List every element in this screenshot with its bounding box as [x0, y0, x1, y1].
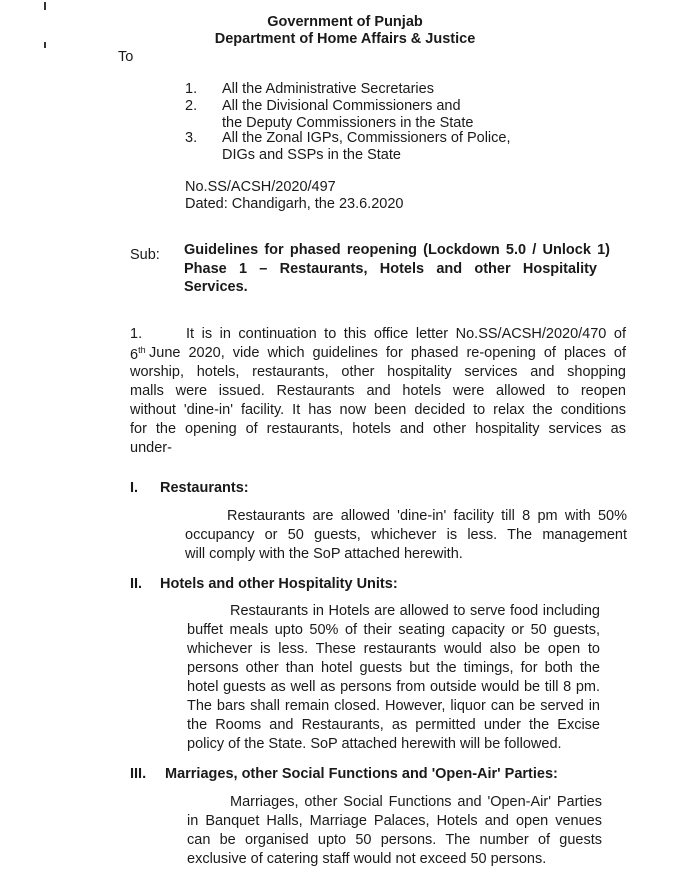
section-number: II. — [130, 576, 143, 592]
section-line: Restaurants in Hotels are allowed to serve food including — [230, 603, 600, 619]
section-line: exclusive of catering staff would not exceed 50 persons. — [187, 851, 547, 867]
para-date — [130, 345, 146, 363]
para-date-suffix: th — [138, 345, 146, 355]
recipient-num: 3. — [185, 130, 198, 146]
scan-mark — [44, 2, 46, 10]
header-department: Department of Home Affairs & Justice — [214, 31, 476, 47]
header-government: Government of Punjab — [267, 14, 423, 30]
section-line: the Rooms and Restaurants, as permitted under the Excise — [187, 717, 600, 733]
para-line: without 'dine-in' facility. It has now been decided to relax the conditions — [130, 402, 626, 418]
section-title: Marriages, other Social Functions and 'Open-Air' Parties: — [165, 766, 558, 782]
section-title: Hotels and other Hospitality Units: — [160, 576, 398, 592]
section-line: occupancy or 50 guests, whichever is less. The management — [185, 527, 627, 543]
section-line: in Banquet Halls, Marriage Palaces, Hotels and open venues — [187, 813, 602, 829]
section-line: buffet meals upto 50% of their seating capacity or 50 guests, — [187, 622, 600, 638]
para-line: June 2020, vide which guidelines for phased re-opening of places of — [149, 345, 626, 361]
section-line: policy of the State. SoP attached herewith will be followed. — [187, 736, 562, 752]
recipient-num: 2. — [185, 98, 198, 114]
scan-mark — [44, 42, 46, 48]
to-label: To — [118, 49, 134, 65]
subject-label: Sub: — [130, 247, 160, 263]
recipient-line: DIGs and SSPs in the State — [222, 147, 401, 163]
para-line: under- — [130, 440, 172, 456]
section-line: The bars shall remain closed. However, liquor can be served in — [187, 698, 600, 714]
section-line: Marriages, other Social Functions and 'Open-Air' Parties — [230, 794, 602, 810]
subject-line: Phase 1 – Restaurants, Hotels and other Hospitality — [184, 261, 597, 277]
recipient-num: 1. — [185, 81, 198, 97]
section-line: will comply with the SoP attached herewith. — [185, 546, 463, 562]
recipient-line: All the Zonal IGPs, Commissioners of Police, — [222, 130, 511, 146]
subject-line: Services. — [184, 279, 248, 295]
section-title: Restaurants: — [160, 480, 249, 496]
section-line: can be organised upto 50 persons. The number of guests — [187, 832, 602, 848]
section-number: III. — [130, 766, 147, 782]
letter-number: No.SS/ACSH/2020/497 — [185, 179, 336, 195]
para-line: malls were issued. Restaurants and hotels were allowed to reopen — [130, 383, 626, 399]
section-line: whichever is less. These restaurants would also be open to — [187, 641, 600, 657]
para-date-day: 6 — [130, 346, 139, 363]
letter-dated: Dated: Chandigarh, the 23.6.2020 — [185, 196, 404, 212]
recipient-line: All the Administrative Secretaries — [222, 81, 434, 97]
recipient-line: the Deputy Commissioners in the State — [222, 115, 474, 131]
section-number: I. — [130, 480, 139, 496]
recipient-line: All the Divisional Commissioners and — [222, 98, 461, 114]
para-line: It is in continuation to this office letter No.SS/ACSH/2020/470 of — [186, 326, 626, 342]
subject-line: Guidelines for phased reopening (Lockdown 5.0 / Unlock 1) — [184, 242, 610, 258]
para-line: worship, hotels, restaurants, other hospitality services and shopping — [130, 364, 626, 380]
para-line: for the opening of restaurants, hotels and other hospitality services as — [130, 421, 626, 437]
para-number: 1. — [130, 326, 143, 342]
section-line: Restaurants are allowed 'dine-in' facility till 8 pm with 50% — [227, 508, 627, 524]
section-line: hotel guests as well as persons from outside would be till 8 pm. — [187, 679, 600, 695]
section-line: persons other than hotel guests but the timings, for both the — [187, 660, 600, 676]
